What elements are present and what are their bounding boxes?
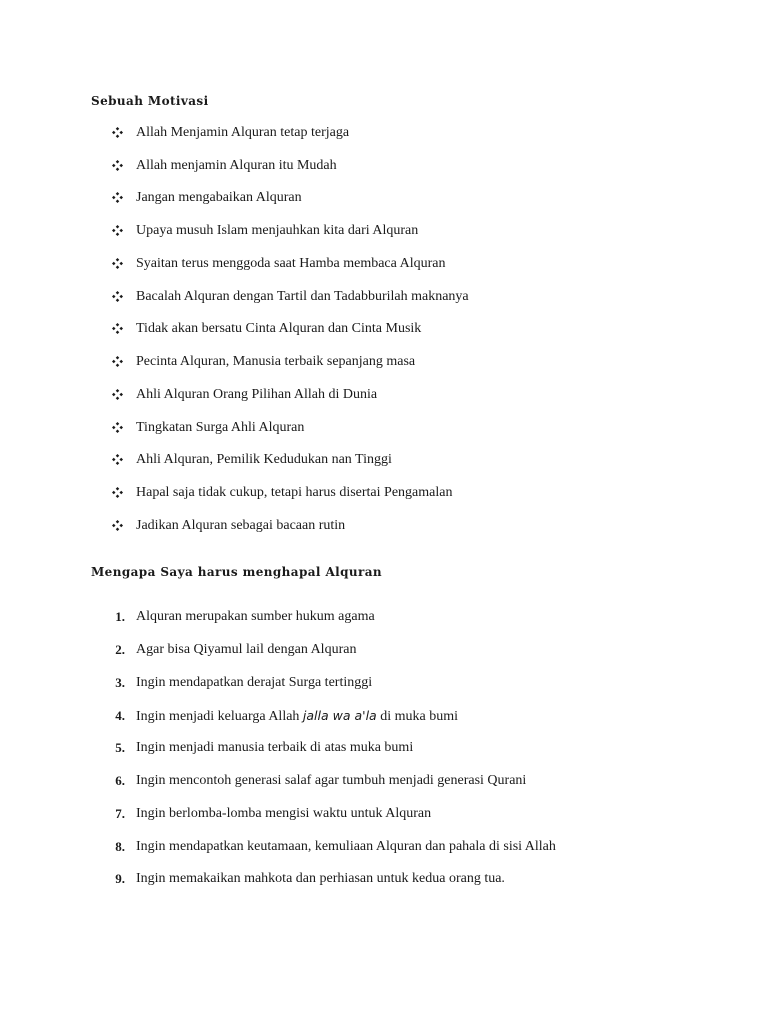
diamond-bullet-icon	[112, 323, 123, 334]
list-item-number: 7.	[115, 806, 125, 821]
list-item	[0, 222, 700, 242]
list-item-text: Allah menjamin Alquran itu Mudah	[136, 158, 337, 173]
list-item-text: Allah Menjamin Alquran tetap terjaga	[136, 125, 350, 140]
list-item	[0, 124, 700, 144]
list-item	[0, 255, 700, 275]
list-item	[0, 674, 700, 694]
list-item-number: 9.	[115, 871, 125, 886]
list-item-text: Pecinta Alquran, Manusia terbaik sepanjang masa	[136, 354, 416, 369]
list-item-text: Ahli Alquran, Pemilik Kedudukan nan Tinggi	[136, 452, 392, 467]
list-item	[0, 707, 700, 727]
list-item	[0, 608, 700, 628]
list-item-text-wrapper	[136, 707, 458, 726]
diamond-bullet-icon	[112, 225, 123, 236]
list-item-number: 8.	[115, 839, 125, 854]
list-item-text-suffix: di muka bumi	[376, 709, 459, 724]
list-item	[0, 838, 700, 858]
list-item-text: Ahli Alquran Orang Pilihan Allah di Dunia	[136, 387, 378, 402]
arabic-phrase: jalla wa a'la	[302, 708, 377, 723]
list-item-number: 4.	[115, 708, 125, 723]
list-item-text: Agar bisa Qiyamul lail dengan Alquran	[136, 642, 357, 657]
list-item-text: Tingkatan Surga Ahli Alquran	[136, 420, 305, 435]
list-item	[0, 288, 700, 308]
diamond-bullet-icon	[112, 487, 123, 498]
diamond-bullet-icon	[112, 192, 123, 203]
list-item	[0, 189, 700, 209]
list-item-text: Ingin mendapatkan derajat Surga tertinggi	[136, 675, 373, 690]
list-item-text: Syaitan terus menggoda saat Hamba membaca Alquran	[136, 256, 446, 271]
list-item	[0, 739, 700, 759]
list-item-text: Ingin berlomba-lomba mengisi waktu untuk Alquran	[136, 806, 432, 821]
list-item-text: Alquran merupakan sumber hukum agama	[136, 609, 375, 624]
diamond-bullet-icon	[112, 389, 123, 400]
list-item-text: Hapal saja tidak cukup, tetapi harus disertai Pengamalan	[136, 485, 453, 500]
list-item	[0, 419, 700, 439]
list-item-text: Ingin menjadi manusia terbaik di atas muka bumi	[136, 740, 414, 755]
diamond-bullet-icon	[112, 422, 123, 433]
diamond-bullet-icon	[112, 127, 123, 138]
list-item	[0, 641, 700, 661]
list-item	[0, 353, 700, 373]
list-item	[0, 772, 700, 792]
list-item-text: Jangan mengabaikan Alquran	[136, 190, 302, 205]
list-item	[0, 451, 700, 471]
list-item-text: Ingin menjadi keluarga Allah	[136, 709, 300, 724]
diamond-bullet-icon	[112, 160, 123, 171]
list-item-number: 5.	[115, 740, 125, 755]
diamond-bullet-icon	[112, 356, 123, 367]
list-item-text: Bacalah Alquran dengan Tartil dan Tadabburilah maknanya	[136, 289, 469, 304]
list-item-number: 2.	[115, 642, 125, 657]
list-item-number: 3.	[115, 675, 125, 690]
section-heading-motivation: Sebuah Motivasi	[91, 94, 209, 108]
diamond-bullet-icon	[112, 454, 123, 465]
list-item	[0, 805, 700, 825]
diamond-bullet-icon	[112, 258, 123, 269]
list-item	[0, 320, 700, 340]
list-item	[0, 517, 700, 537]
list-item-text: Ingin mencontoh generasi salaf agar tumbuh menjadi generasi Qurani	[136, 773, 527, 788]
list-item	[0, 157, 700, 177]
section-heading-reasons: Mengapa Saya harus menghapal Alquran	[91, 565, 383, 579]
list-item-text: Upaya musuh Islam menjauhkan kita dari Alquran	[136, 223, 419, 238]
list-item-number: 1.	[115, 609, 125, 624]
diamond-bullet-icon	[112, 520, 123, 531]
list-item-text: Ingin mendapatkan keutamaan, kemuliaan Alquran dan pahala di sisi Allah	[136, 839, 556, 854]
diamond-bullet-icon	[112, 291, 123, 302]
list-item	[0, 870, 700, 890]
list-item-text: Tidak akan bersatu Cinta Alquran dan Cinta Musik	[136, 321, 422, 336]
list-item-text: Ingin memakaikan mahkota dan perhiasan untuk kedua orang tua.	[136, 871, 505, 886]
list-item	[0, 386, 700, 406]
list-item	[0, 484, 700, 504]
list-item-text: Jadikan Alquran sebagai bacaan rutin	[136, 518, 346, 533]
list-item-number: 6.	[115, 773, 125, 788]
